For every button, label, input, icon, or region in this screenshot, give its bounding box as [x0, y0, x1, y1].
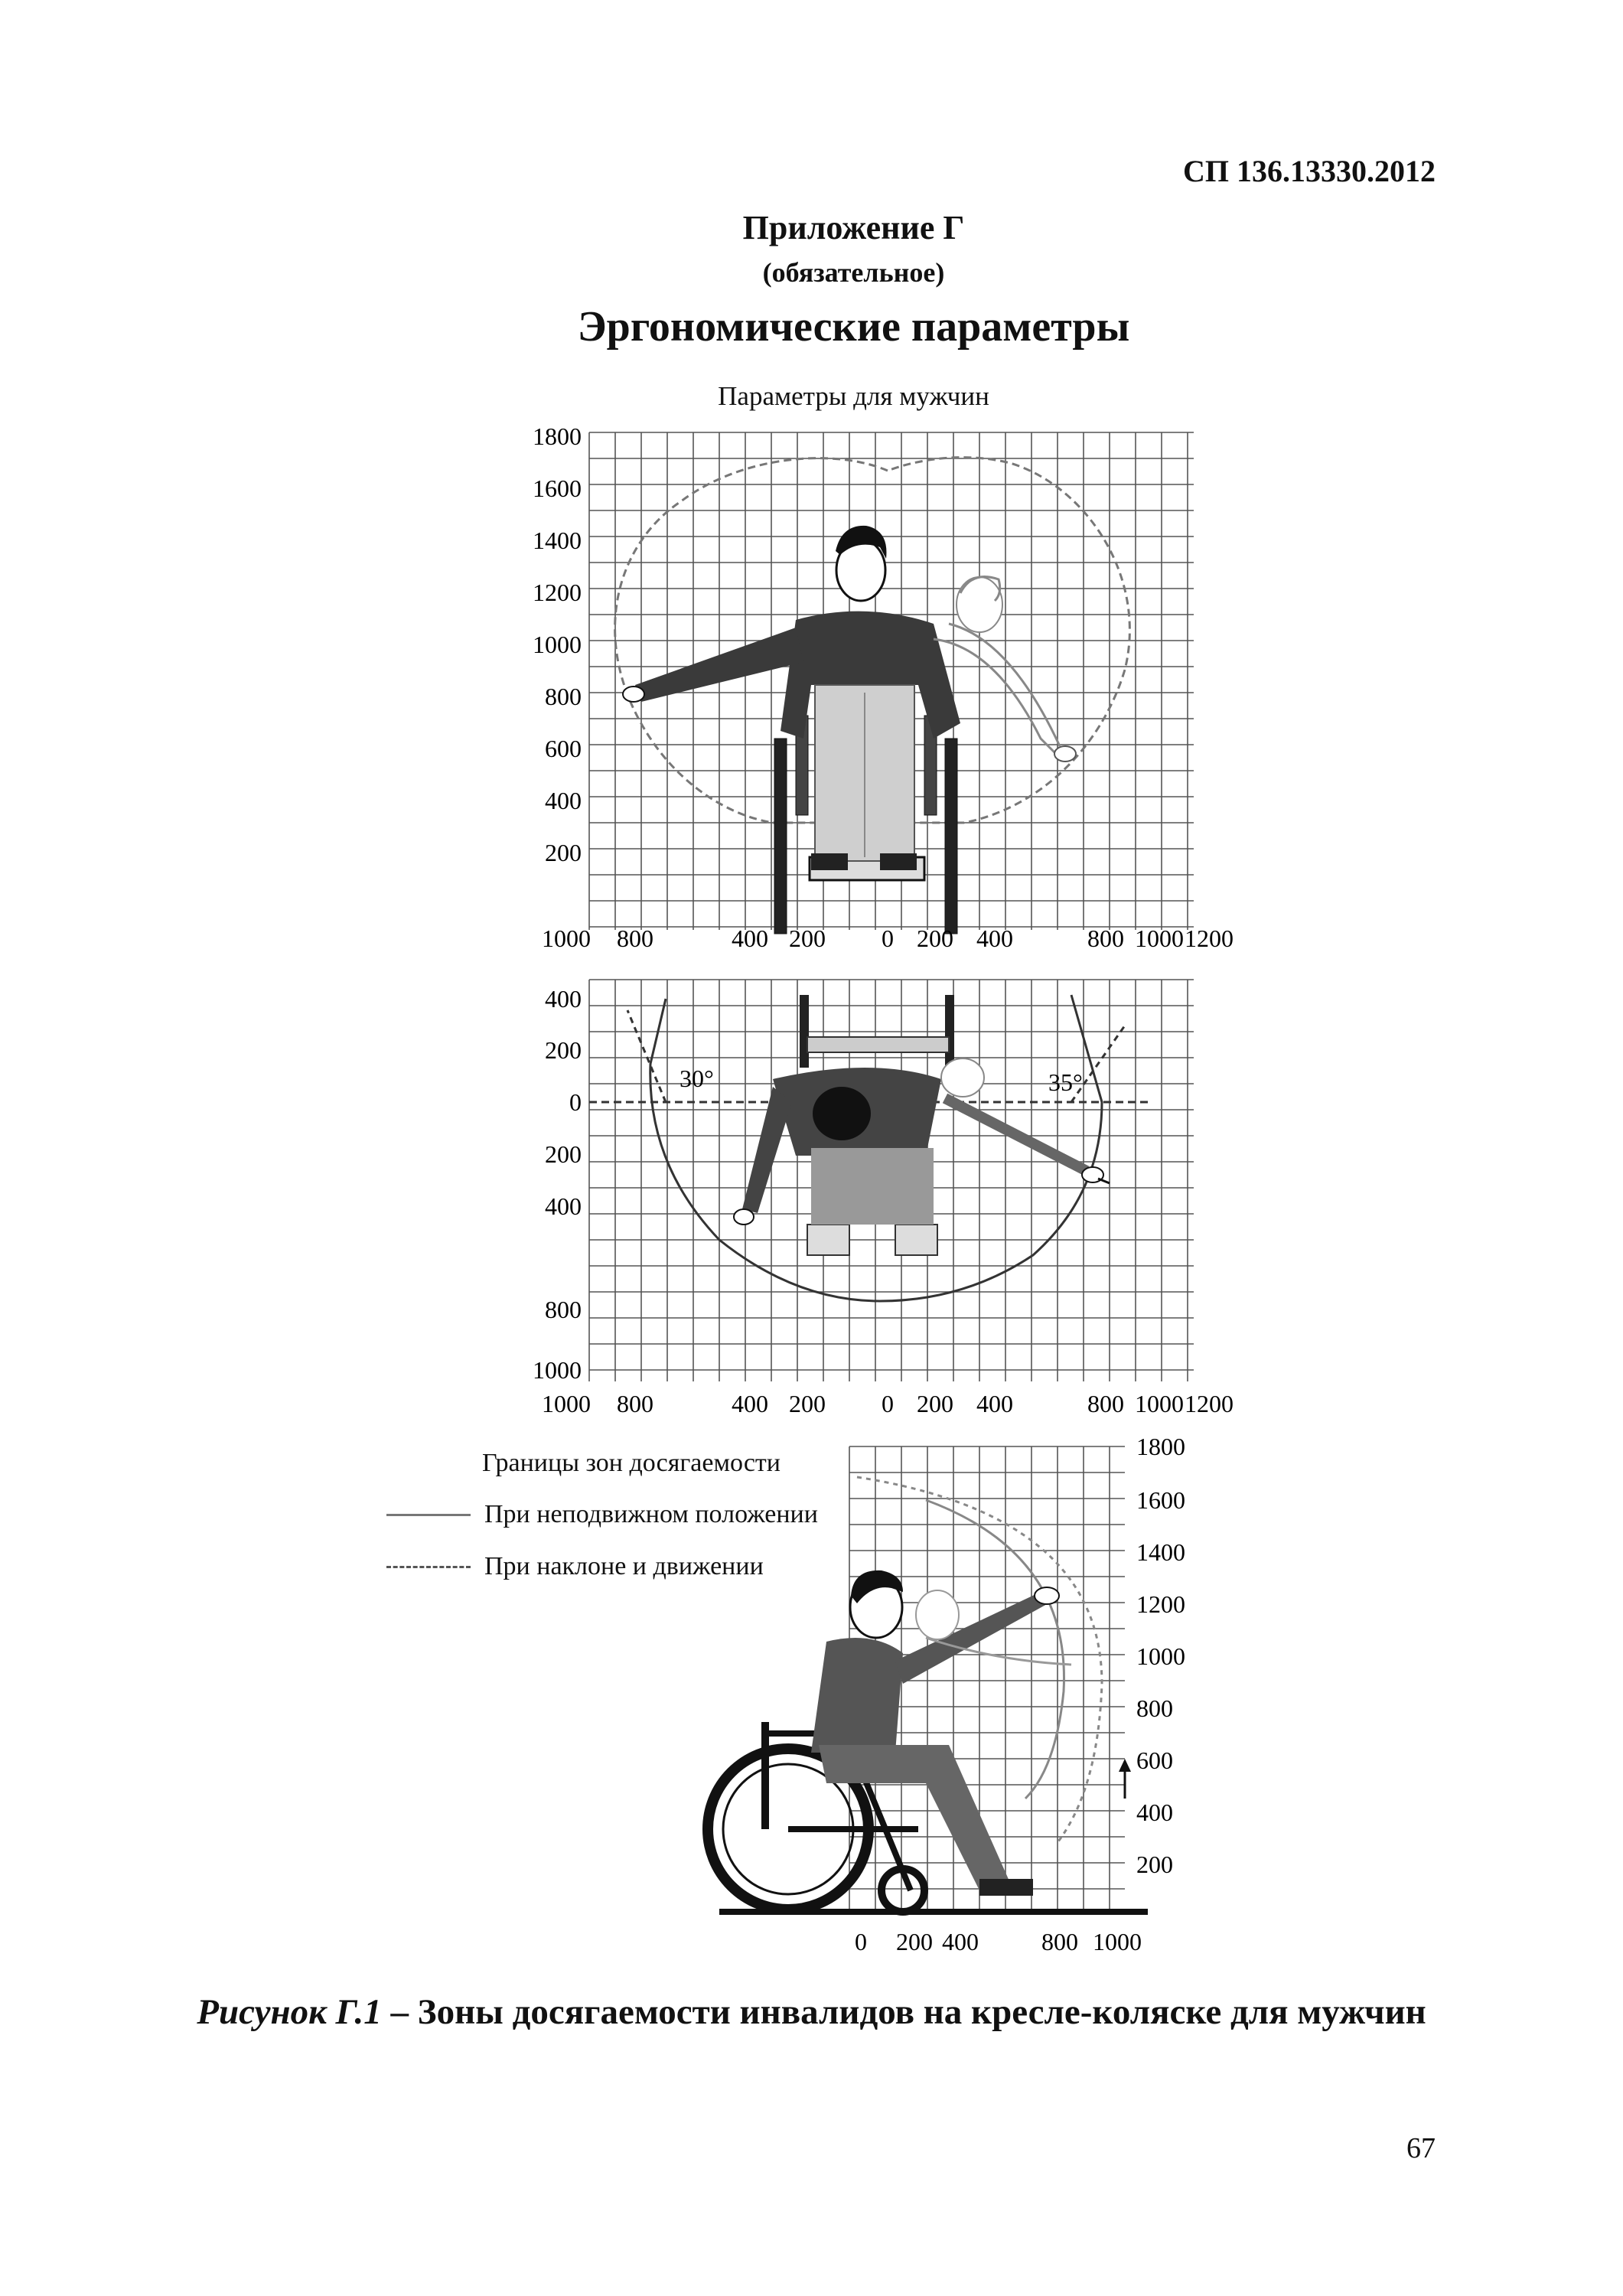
- tick-label: 200: [789, 1390, 826, 1417]
- legend-static-line: [386, 1514, 471, 1516]
- tick-label: 200: [1136, 1851, 1173, 1878]
- tick-label: 1000: [542, 1390, 591, 1417]
- caption-dash: –: [381, 1992, 418, 2032]
- legend-dynamic-label: При наклоне и движении: [484, 1552, 764, 1580]
- x-ticks-top: [542, 925, 1234, 952]
- y-ticks-top: [533, 422, 582, 866]
- tick-label: 200: [545, 1036, 582, 1064]
- tick-label: 0: [855, 1928, 867, 1955]
- tick-label: 1600: [533, 475, 582, 502]
- tick-label: 1400: [1136, 1538, 1185, 1566]
- section-heading: Эргономические параметры: [577, 303, 1130, 351]
- appendix-title: Приложение Г: [742, 209, 965, 246]
- tick-label: 800: [1087, 1390, 1124, 1417]
- tick-label: 200: [917, 925, 953, 952]
- tick-label: 400: [545, 1192, 582, 1220]
- x-ticks-mid: [542, 1390, 1234, 1417]
- tick-label: 400: [942, 1928, 979, 1955]
- tick-label: 800: [617, 925, 653, 952]
- caption-prefix: Рисунок Г.1: [197, 1992, 382, 2032]
- tick-label: 400: [976, 925, 1013, 952]
- appendix-status: (обязательное): [762, 257, 945, 288]
- legend-static-label: При неподвижном положении: [484, 1500, 818, 1528]
- tick-label: 0: [882, 925, 894, 952]
- figure-subtitle: Параметры для мужчин: [718, 381, 989, 411]
- tick-label: 1200: [1185, 1390, 1234, 1417]
- tick-label: 800: [1041, 1928, 1078, 1955]
- tick-label: 800: [1087, 925, 1124, 952]
- tick-label: 600: [1136, 1746, 1173, 1774]
- legend-static-row: [386, 1500, 818, 1529]
- tick-label: 400: [545, 787, 582, 814]
- tick-label: 400: [976, 1390, 1013, 1417]
- caption-text: Зоны досягаемости инвалидов на кресле-коляске для мужчин: [417, 1992, 1426, 2032]
- tick-label: 400: [732, 925, 768, 952]
- tick-label: 400: [1136, 1799, 1173, 1826]
- figure-caption: [0, 1991, 1623, 2033]
- tick-label: 1000: [1135, 1390, 1184, 1417]
- legend-title: Границы зон досягаемости: [482, 1449, 781, 1477]
- tick-label: 1000: [1136, 1642, 1185, 1670]
- tick-label: 800: [545, 683, 582, 710]
- tick-label: 1000: [1135, 925, 1184, 952]
- tick-label: 1200: [1185, 925, 1234, 952]
- tick-label: 800: [1136, 1694, 1173, 1722]
- tick-label: 1000: [1093, 1928, 1142, 1955]
- tick-label: 1200: [533, 579, 582, 606]
- page-number: 67: [1406, 2132, 1436, 2164]
- tick-label: 1800: [1136, 1433, 1185, 1460]
- y-ticks-mid: [533, 985, 582, 1384]
- tick-label: 1000: [533, 631, 582, 658]
- y-ticks-side: [1136, 1433, 1185, 1878]
- tick-label: 600: [545, 735, 582, 762]
- tick-label: 0: [569, 1088, 582, 1116]
- tick-label: 0: [882, 1390, 894, 1417]
- tick-label: 1200: [1136, 1590, 1185, 1618]
- tick-label: 400: [732, 1390, 768, 1417]
- tick-label: 400: [545, 985, 582, 1013]
- person-front: [623, 526, 1076, 870]
- tick-label: 200: [545, 1140, 582, 1168]
- front-view-diagram: [520, 417, 1247, 953]
- tick-label: 200: [896, 1928, 933, 1955]
- tick-label: 800: [545, 1296, 582, 1323]
- angle-right-label: 35°: [1048, 1068, 1083, 1096]
- legend-dynamic-row: [386, 1552, 764, 1581]
- tick-label: 800: [617, 1390, 653, 1417]
- tick-label: 200: [789, 925, 826, 952]
- top-view-diagram: [520, 964, 1247, 1435]
- arrow-up-head: [1119, 1759, 1131, 1772]
- angle-left-label: 30°: [680, 1065, 714, 1092]
- tick-label: 1000: [542, 925, 591, 952]
- tick-label: 1400: [533, 527, 582, 554]
- tick-label: 200: [917, 1390, 953, 1417]
- tick-label: 1000: [533, 1356, 582, 1384]
- legend-dynamic-line: [386, 1566, 471, 1568]
- x-ticks-side: [855, 1928, 1142, 1955]
- tick-label: 200: [545, 839, 582, 866]
- tick-label: 1600: [1136, 1486, 1185, 1514]
- document-code: СП 136.13330.2012: [1183, 154, 1436, 188]
- tick-label: 1800: [533, 422, 582, 450]
